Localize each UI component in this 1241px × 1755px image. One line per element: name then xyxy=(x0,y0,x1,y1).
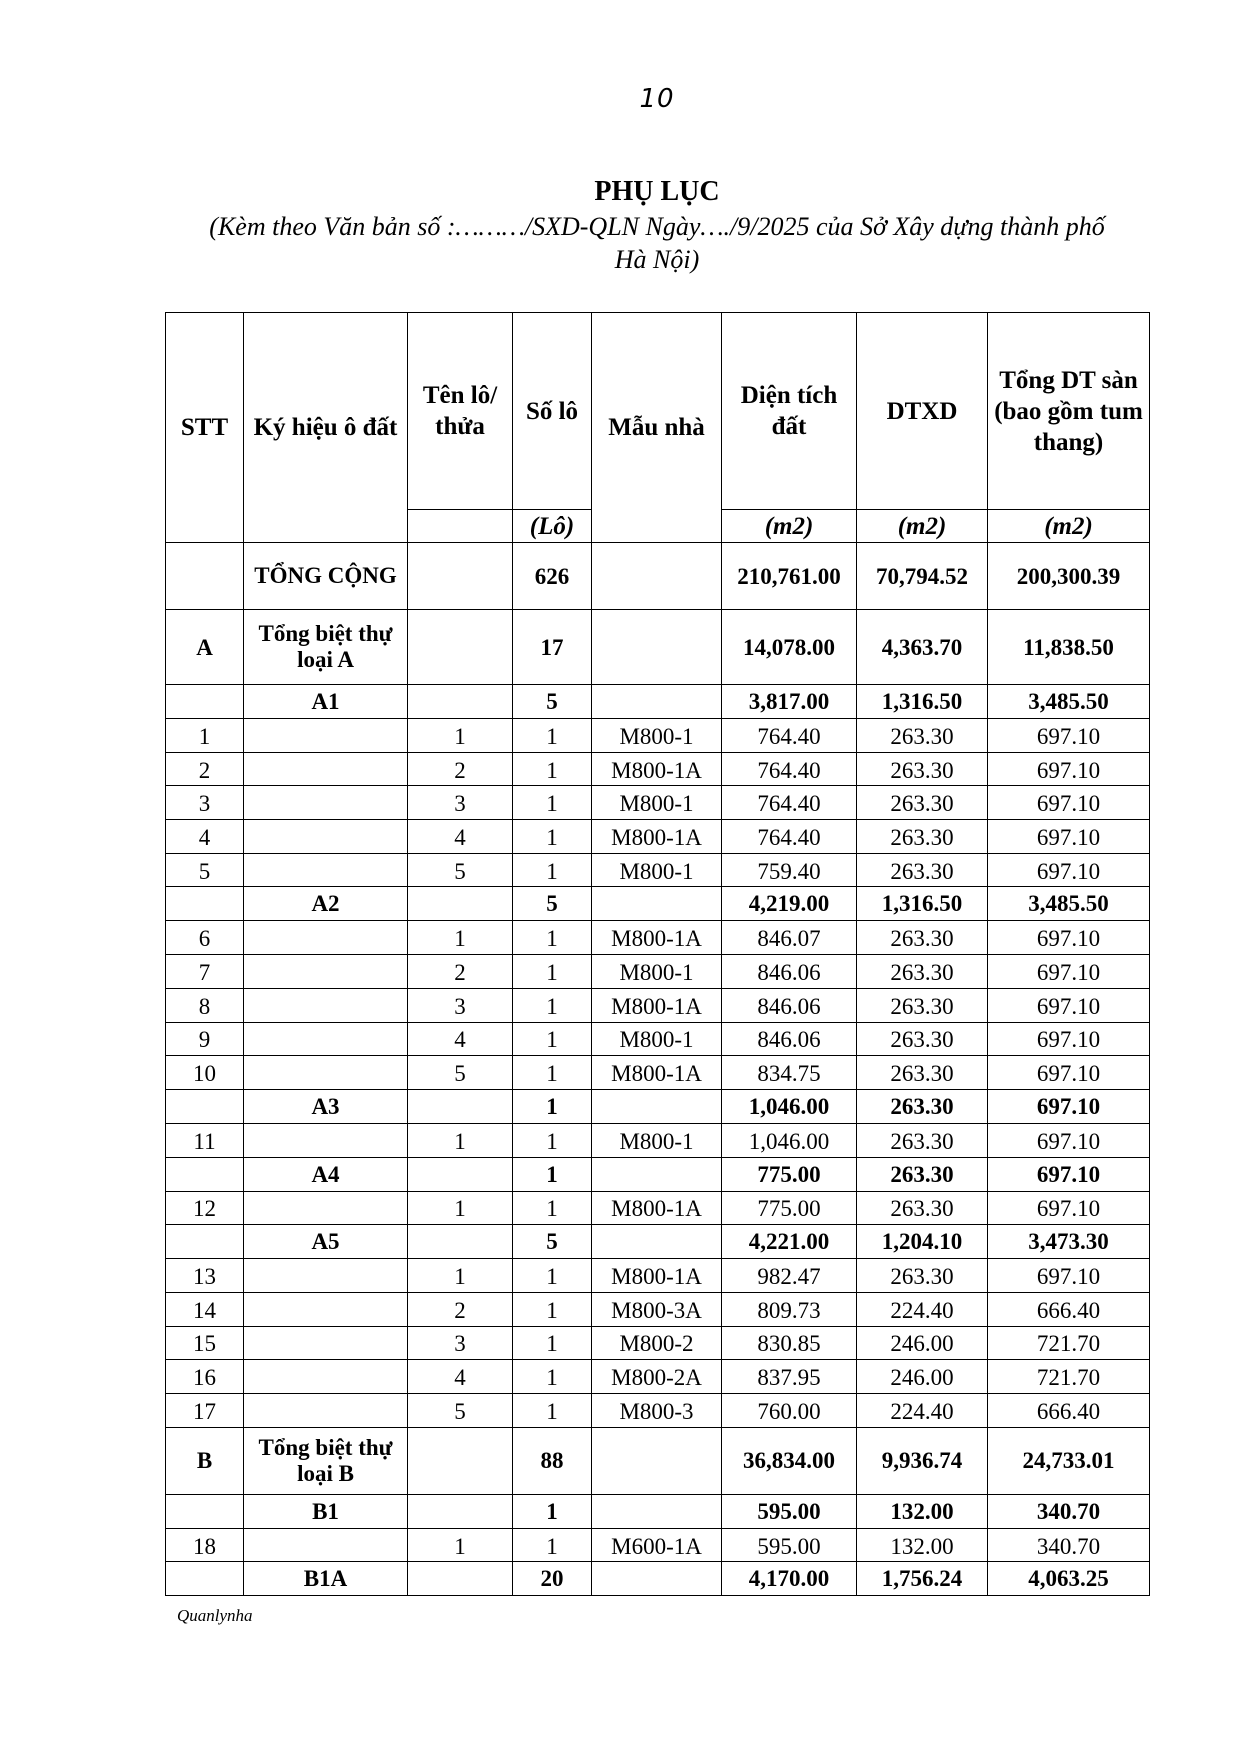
cell-dtxd: 263.30 xyxy=(857,786,988,820)
cell-tong-dt: 200,300.39 xyxy=(988,543,1150,610)
header-mau-nha: Mẫu nhà xyxy=(592,313,722,543)
cell-dtxd: 1,204.10 xyxy=(857,1225,988,1259)
table-row xyxy=(166,1259,1150,1293)
cell-ten-lo: 1 xyxy=(408,1528,513,1562)
cell-tong-dt: 24,733.01 xyxy=(988,1427,1150,1494)
cell-tong-dt: 721.70 xyxy=(988,1360,1150,1394)
table-row xyxy=(166,1123,1150,1157)
table-row xyxy=(166,1292,1150,1326)
cell-dien-tich: 837.95 xyxy=(722,1360,857,1394)
cell-so-lo: 1 xyxy=(513,1528,592,1562)
cell-ten-lo: 5 xyxy=(408,1056,513,1090)
table-row xyxy=(166,752,1150,786)
cell-tong-dt: 340.70 xyxy=(988,1494,1150,1528)
cell-mau-nha xyxy=(592,543,722,610)
cell-tong-dt: 697.10 xyxy=(988,786,1150,820)
cell-stt: 2 xyxy=(166,752,244,786)
cell-dtxd: 263.30 xyxy=(857,921,988,955)
cell-ky-hieu xyxy=(244,719,408,753)
cell-mau-nha: M800-1A xyxy=(592,752,722,786)
appendix-title: PHỤ LỤC xyxy=(594,176,720,207)
cell-so-lo: 1 xyxy=(513,1123,592,1157)
table-header xyxy=(166,313,1150,543)
cell-ten-lo xyxy=(408,610,513,685)
header-so-lo: Số lô xyxy=(513,313,592,510)
cell-tong-dt: 697.10 xyxy=(988,1056,1150,1090)
cell-mau-nha: M800-3A xyxy=(592,1292,722,1326)
cell-tong-dt: 3,485.50 xyxy=(988,685,1150,719)
table-row xyxy=(166,786,1150,820)
cell-so-lo: 5 xyxy=(513,1225,592,1259)
cell-ky-hieu: Tổng biệt thự loại A xyxy=(244,610,408,685)
cell-ky-hieu: A3 xyxy=(244,1089,408,1123)
cell-ten-lo: 4 xyxy=(408,1022,513,1056)
cell-so-lo: 1 xyxy=(513,955,592,989)
cell-stt xyxy=(166,1089,244,1123)
cell-stt xyxy=(166,1494,244,1528)
cell-ky-hieu xyxy=(244,988,408,1022)
cell-so-lo: 5 xyxy=(513,685,592,719)
cell-ky-hieu: Tổng biệt thự loại B xyxy=(244,1427,408,1494)
header-ky-hieu: Ký hiệu ô đất xyxy=(244,313,408,543)
cell-dtxd: 9,936.74 xyxy=(857,1427,988,1494)
cell-so-lo: 1 xyxy=(513,1259,592,1293)
cell-stt: 4 xyxy=(166,820,244,854)
cell-dien-tich: 4,170.00 xyxy=(722,1562,857,1596)
cell-tong-dt: 697.10 xyxy=(988,820,1150,854)
table-row xyxy=(166,1326,1150,1360)
cell-stt: 6 xyxy=(166,921,244,955)
cell-stt: 11 xyxy=(166,1123,244,1157)
cell-tong-dt: 697.10 xyxy=(988,1191,1150,1225)
cell-so-lo: 1 xyxy=(513,752,592,786)
cell-stt: 9 xyxy=(166,1022,244,1056)
cell-dien-tich: 846.06 xyxy=(722,1022,857,1056)
cell-dien-tich: 846.06 xyxy=(722,955,857,989)
cell-dtxd: 246.00 xyxy=(857,1360,988,1394)
appendix-subtitle: (Kèm theo Văn bản số :………/SXD-QLN Ngày…./9/2025 của Sở Xây dựng thành phố Hà Nội) xyxy=(209,212,1105,274)
cell-tong-dt: 666.40 xyxy=(988,1292,1150,1326)
cell-dtxd: 70,794.52 xyxy=(857,543,988,610)
cell-mau-nha xyxy=(592,1225,722,1259)
table-row xyxy=(166,1528,1150,1562)
cell-tong-dt: 697.10 xyxy=(988,1022,1150,1056)
cell-ky-hieu xyxy=(244,955,408,989)
cell-stt: 18 xyxy=(166,1528,244,1562)
cell-ky-hieu: TỔNG CỘNG xyxy=(244,543,408,610)
cell-mau-nha: M800-1A xyxy=(592,820,722,854)
cell-mau-nha: M800-1 xyxy=(592,853,722,887)
header-stt: STT xyxy=(166,313,244,543)
cell-ten-lo: 2 xyxy=(408,1292,513,1326)
cell-ten-lo: 3 xyxy=(408,1326,513,1360)
cell-stt: 8 xyxy=(166,988,244,1022)
cell-ten-lo: 1 xyxy=(408,719,513,753)
cell-mau-nha: M800-2A xyxy=(592,1360,722,1394)
cell-ten-lo: 2 xyxy=(408,752,513,786)
cell-dtxd: 263.30 xyxy=(857,1089,988,1123)
appendix-table xyxy=(165,312,1150,1596)
cell-tong-dt: 11,838.50 xyxy=(988,610,1150,685)
cell-tong-dt: 3,473.30 xyxy=(988,1225,1150,1259)
cell-ten-lo: 5 xyxy=(408,853,513,887)
cell-dtxd: 1,316.50 xyxy=(857,685,988,719)
cell-tong-dt: 4,063.25 xyxy=(988,1562,1150,1596)
cell-stt: 5 xyxy=(166,853,244,887)
cell-ten-lo xyxy=(408,685,513,719)
cell-mau-nha xyxy=(592,610,722,685)
cell-mau-nha: M800-1A xyxy=(592,1191,722,1225)
header-tong-dt: Tổng DT sàn (bao gồm tum thang) xyxy=(988,313,1150,510)
cell-so-lo: 1 xyxy=(513,1089,592,1123)
table-row-sub-total xyxy=(166,1089,1150,1123)
cell-tong-dt: 697.10 xyxy=(988,955,1150,989)
table-row xyxy=(166,1191,1150,1225)
cell-dtxd: 263.30 xyxy=(857,1191,988,1225)
cell-dien-tich: 775.00 xyxy=(722,1191,857,1225)
cell-ten-lo xyxy=(408,887,513,921)
cell-so-lo: 1 xyxy=(513,988,592,1022)
cell-mau-nha xyxy=(592,1089,722,1123)
cell-ky-hieu: A2 xyxy=(244,887,408,921)
cell-mau-nha xyxy=(592,1562,722,1596)
cell-dien-tich: 764.40 xyxy=(722,752,857,786)
table-row-sub-total xyxy=(166,887,1150,921)
cell-tong-dt: 697.10 xyxy=(988,719,1150,753)
cell-tong-dt: 697.10 xyxy=(988,921,1150,955)
cell-so-lo: 1 xyxy=(513,1022,592,1056)
cell-ten-lo xyxy=(408,1494,513,1528)
cell-stt xyxy=(166,1562,244,1596)
table-row xyxy=(166,853,1150,887)
cell-stt: 16 xyxy=(166,1360,244,1394)
cell-dtxd: 246.00 xyxy=(857,1326,988,1360)
cell-dtxd: 263.30 xyxy=(857,719,988,753)
cell-dien-tich: 14,078.00 xyxy=(722,610,857,685)
cell-tong-dt: 697.10 xyxy=(988,1123,1150,1157)
cell-stt: A xyxy=(166,610,244,685)
cell-so-lo: 5 xyxy=(513,887,592,921)
cell-dtxd: 263.30 xyxy=(857,988,988,1022)
table-row-group-b-total xyxy=(166,1427,1150,1494)
cell-stt xyxy=(166,1225,244,1259)
table-row xyxy=(166,1056,1150,1090)
cell-ten-lo xyxy=(408,1157,513,1191)
cell-dtxd: 4,363.70 xyxy=(857,610,988,685)
cell-stt: 3 xyxy=(166,786,244,820)
cell-dien-tich: 595.00 xyxy=(722,1494,857,1528)
cell-tong-dt: 697.10 xyxy=(988,1157,1150,1191)
cell-tong-dt: 697.10 xyxy=(988,752,1150,786)
cell-mau-nha: M800-1 xyxy=(592,1123,722,1157)
table-row xyxy=(166,955,1150,989)
cell-dtxd: 1,316.50 xyxy=(857,887,988,921)
cell-tong-dt: 697.10 xyxy=(988,1089,1150,1123)
cell-stt: 1 xyxy=(166,719,244,753)
cell-stt: B xyxy=(166,1427,244,1494)
cell-dien-tich: 764.40 xyxy=(722,719,857,753)
cell-ten-lo: 3 xyxy=(408,988,513,1022)
cell-dien-tich: 760.00 xyxy=(722,1394,857,1428)
table-row-sub-total xyxy=(166,685,1150,719)
cell-ky-hieu xyxy=(244,786,408,820)
cell-dtxd: 263.30 xyxy=(857,1022,988,1056)
cell-so-lo: 1 xyxy=(513,786,592,820)
table-row xyxy=(166,1360,1150,1394)
cell-ten-lo xyxy=(408,1089,513,1123)
cell-so-lo: 1 xyxy=(513,921,592,955)
cell-ky-hieu xyxy=(244,1326,408,1360)
cell-mau-nha xyxy=(592,1494,722,1528)
cell-dien-tich: 595.00 xyxy=(722,1528,857,1562)
cell-mau-nha xyxy=(592,1427,722,1494)
cell-ten-lo: 2 xyxy=(408,955,513,989)
cell-ten-lo xyxy=(408,1562,513,1596)
cell-ky-hieu xyxy=(244,1394,408,1428)
cell-tong-dt: 697.10 xyxy=(988,853,1150,887)
table-row-sub-total xyxy=(166,1225,1150,1259)
cell-mau-nha xyxy=(592,1157,722,1191)
cell-dtxd: 132.00 xyxy=(857,1494,988,1528)
cell-ky-hieu xyxy=(244,1528,408,1562)
cell-ky-hieu xyxy=(244,1292,408,1326)
cell-stt xyxy=(166,887,244,921)
cell-mau-nha xyxy=(592,685,722,719)
unit-tong-dt: (m2) xyxy=(988,510,1150,543)
cell-dtxd: 263.30 xyxy=(857,955,988,989)
cell-ky-hieu xyxy=(244,1259,408,1293)
table-row-sub-total xyxy=(166,1157,1150,1191)
cell-dien-tich: 830.85 xyxy=(722,1326,857,1360)
cell-stt: 17 xyxy=(166,1394,244,1428)
cell-so-lo: 20 xyxy=(513,1562,592,1596)
table-row-sub-total xyxy=(166,1562,1150,1596)
cell-mau-nha xyxy=(592,887,722,921)
cell-ky-hieu xyxy=(244,1123,408,1157)
cell-dtxd: 224.40 xyxy=(857,1394,988,1428)
cell-mau-nha: M800-1 xyxy=(592,719,722,753)
cell-dtxd: 263.30 xyxy=(857,820,988,854)
header-dien-tich: Diện tích đất xyxy=(722,313,857,510)
cell-ten-lo: 1 xyxy=(408,921,513,955)
cell-ky-hieu: A4 xyxy=(244,1157,408,1191)
cell-ten-lo: 1 xyxy=(408,1259,513,1293)
cell-ten-lo: 3 xyxy=(408,786,513,820)
cell-stt: 13 xyxy=(166,1259,244,1293)
cell-dien-tich: 982.47 xyxy=(722,1259,857,1293)
cell-dien-tich: 1,046.00 xyxy=(722,1089,857,1123)
cell-dien-tich: 4,221.00 xyxy=(722,1225,857,1259)
cell-dtxd: 263.30 xyxy=(857,853,988,887)
table-row xyxy=(166,719,1150,753)
cell-ky-hieu xyxy=(244,752,408,786)
footer-note: Quanlynha xyxy=(177,1606,253,1625)
cell-dien-tich: 846.06 xyxy=(722,988,857,1022)
cell-so-lo: 1 xyxy=(513,1326,592,1360)
cell-ky-hieu xyxy=(244,1191,408,1225)
cell-dtxd: 1,756.24 xyxy=(857,1562,988,1596)
cell-so-lo: 1 xyxy=(513,1494,592,1528)
cell-dtxd: 263.30 xyxy=(857,1157,988,1191)
cell-stt xyxy=(166,685,244,719)
cell-dien-tich: 1,046.00 xyxy=(722,1123,857,1157)
table-row-sub-total xyxy=(166,1494,1150,1528)
cell-dtxd: 132.00 xyxy=(857,1528,988,1562)
cell-ky-hieu xyxy=(244,853,408,887)
cell-dtxd: 263.30 xyxy=(857,1123,988,1157)
cell-so-lo: 17 xyxy=(513,610,592,685)
cell-so-lo: 1 xyxy=(513,1360,592,1394)
table-row xyxy=(166,921,1150,955)
header-dtxd: DTXD xyxy=(857,313,988,510)
cell-mau-nha: M800-2 xyxy=(592,1326,722,1360)
cell-dien-tich: 834.75 xyxy=(722,1056,857,1090)
cell-ky-hieu xyxy=(244,1022,408,1056)
cell-so-lo: 1 xyxy=(513,719,592,753)
cell-stt: 10 xyxy=(166,1056,244,1090)
cell-tong-dt: 721.70 xyxy=(988,1326,1150,1360)
cell-tong-dt: 340.70 xyxy=(988,1528,1150,1562)
cell-ky-hieu: B1A xyxy=(244,1562,408,1596)
cell-dtxd: 263.30 xyxy=(857,1259,988,1293)
cell-dien-tich: 759.40 xyxy=(722,853,857,887)
table-body xyxy=(166,543,1150,1596)
cell-ten-lo xyxy=(408,1225,513,1259)
cell-mau-nha: M800-1A xyxy=(592,1259,722,1293)
cell-dtxd: 224.40 xyxy=(857,1292,988,1326)
cell-ky-hieu xyxy=(244,1360,408,1394)
cell-ten-lo xyxy=(408,1427,513,1494)
table-row-group-total xyxy=(166,610,1150,685)
cell-mau-nha: M800-1A xyxy=(592,1056,722,1090)
cell-dien-tich: 775.00 xyxy=(722,1157,857,1191)
cell-ten-lo: 4 xyxy=(408,1360,513,1394)
cell-so-lo: 1 xyxy=(513,853,592,887)
unit-dien-tich: (m2) xyxy=(722,510,857,543)
cell-ky-hieu xyxy=(244,921,408,955)
cell-mau-nha: M800-3 xyxy=(592,1394,722,1428)
cell-mau-nha: M800-1A xyxy=(592,988,722,1022)
header-ten-lo: Tên lô/ thửa xyxy=(408,313,513,510)
table-row xyxy=(166,820,1150,854)
cell-mau-nha: M800-1 xyxy=(592,955,722,989)
cell-so-lo: 1 xyxy=(513,1394,592,1428)
cell-dien-tich: 36,834.00 xyxy=(722,1427,857,1494)
cell-ten-lo: 5 xyxy=(408,1394,513,1428)
cell-mau-nha: M800-1A xyxy=(592,921,722,955)
cell-so-lo: 1 xyxy=(513,1056,592,1090)
cell-dien-tich: 764.40 xyxy=(722,786,857,820)
cell-so-lo: 88 xyxy=(513,1427,592,1494)
table-row xyxy=(166,1394,1150,1428)
cell-ky-hieu: A1 xyxy=(244,685,408,719)
cell-dien-tich: 3,817.00 xyxy=(722,685,857,719)
table-row-grand-total xyxy=(166,543,1150,610)
cell-ten-lo: 1 xyxy=(408,1191,513,1225)
cell-ten-lo xyxy=(408,543,513,610)
cell-stt: 15 xyxy=(166,1326,244,1360)
cell-tong-dt: 3,485.50 xyxy=(988,887,1150,921)
cell-mau-nha: M800-1 xyxy=(592,1022,722,1056)
cell-stt: 12 xyxy=(166,1191,244,1225)
cell-so-lo: 1 xyxy=(513,1157,592,1191)
cell-dtxd: 263.30 xyxy=(857,752,988,786)
cell-tong-dt: 666.40 xyxy=(988,1394,1150,1428)
cell-dien-tich: 764.40 xyxy=(722,820,857,854)
cell-ky-hieu xyxy=(244,1056,408,1090)
cell-stt xyxy=(166,1157,244,1191)
cell-stt: 7 xyxy=(166,955,244,989)
cell-ten-lo: 4 xyxy=(408,820,513,854)
cell-ten-lo: 1 xyxy=(408,1123,513,1157)
cell-dien-tich: 4,219.00 xyxy=(722,887,857,921)
cell-ky-hieu xyxy=(244,820,408,854)
cell-stt: 14 xyxy=(166,1292,244,1326)
unit-so-lo: (Lô) xyxy=(513,510,592,543)
unit-dtxd: (m2) xyxy=(857,510,988,543)
cell-dien-tich: 210,761.00 xyxy=(722,543,857,610)
cell-dien-tich: 809.73 xyxy=(722,1292,857,1326)
cell-tong-dt: 697.10 xyxy=(988,1259,1150,1293)
cell-dien-tich: 846.07 xyxy=(722,921,857,955)
cell-dtxd: 263.30 xyxy=(857,1056,988,1090)
cell-stt xyxy=(166,543,244,610)
table-row xyxy=(166,988,1150,1022)
cell-so-lo: 1 xyxy=(513,820,592,854)
unit-ten-lo xyxy=(408,510,513,543)
cell-so-lo: 626 xyxy=(513,543,592,610)
cell-mau-nha: M800-1 xyxy=(592,786,722,820)
cell-ky-hieu: A5 xyxy=(244,1225,408,1259)
cell-so-lo: 1 xyxy=(513,1191,592,1225)
cell-ky-hieu: B1 xyxy=(244,1494,408,1528)
cell-mau-nha: M600-1A xyxy=(592,1528,722,1562)
cell-so-lo: 1 xyxy=(513,1292,592,1326)
table-row xyxy=(166,1022,1150,1056)
page-number: 10 xyxy=(639,84,675,114)
cell-tong-dt: 697.10 xyxy=(988,988,1150,1022)
